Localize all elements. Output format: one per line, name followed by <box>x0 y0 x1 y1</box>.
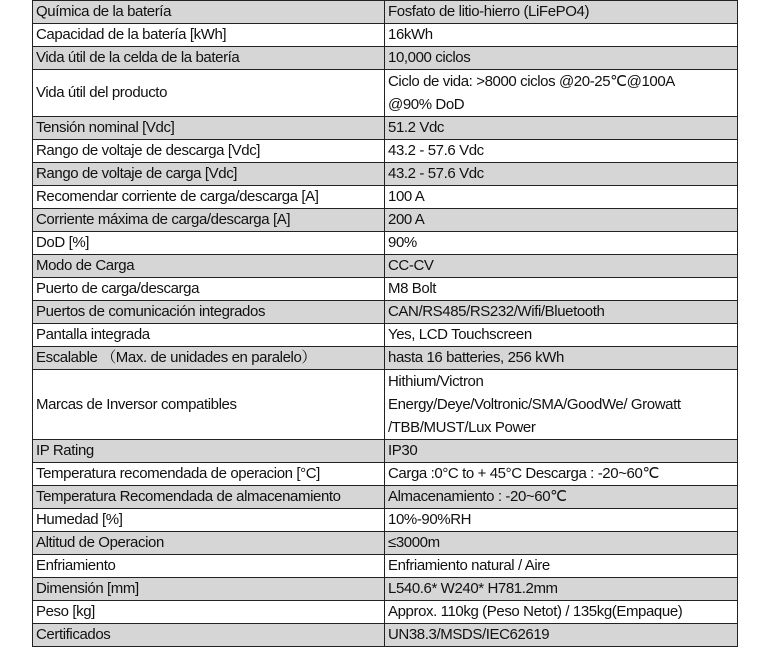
spec-value: Fosfato de litio-hierro (LiFePO4) <box>385 1 738 24</box>
table-row <box>33 255 738 278</box>
table-row <box>33 324 738 347</box>
spec-label: Certificados <box>33 624 385 647</box>
table-row <box>33 70 738 117</box>
spec-label: Puerto de carga/descarga <box>33 278 385 301</box>
spec-value-line: /TBB/MUST/Lux Power <box>388 419 536 436</box>
table-row <box>33 24 738 47</box>
spec-value: 43.2 - 57.6 Vdc <box>385 140 738 163</box>
spec-value: 43.2 - 57.6 Vdc <box>385 163 738 186</box>
spec-table <box>32 0 738 647</box>
spec-label: Vida útil de la celda de la batería <box>33 47 385 70</box>
table-row <box>33 555 738 578</box>
spec-label: Temperatura recomendada de operacion [°C] <box>33 463 385 486</box>
spec-label: Escalable （Max. de unidades en paralelo） <box>33 347 385 370</box>
table-row <box>33 624 738 647</box>
spec-value: CAN/RS485/RS232/Wifi/Bluetooth <box>385 301 738 324</box>
spec-value: 90% <box>385 232 738 255</box>
spec-value: Almacenamiento : -20~60℃ <box>385 486 738 509</box>
table-row <box>33 532 738 555</box>
spec-label: DoD [%] <box>33 232 385 255</box>
spec-label: Recomendar corriente de carga/descarga [A] <box>33 186 385 209</box>
spec-value: IP30 <box>385 440 738 463</box>
spec-value: 200 A <box>385 209 738 232</box>
spec-value: 16kWh <box>385 24 738 47</box>
table-row <box>33 370 738 440</box>
spec-value: CC-CV <box>385 255 738 278</box>
table-row <box>33 301 738 324</box>
spec-value: hasta 16 batteries, 256 kWh <box>385 347 738 370</box>
spec-label: Modo de Carga <box>33 255 385 278</box>
spec-label: Química de la batería <box>33 1 385 24</box>
spec-table-body <box>33 1 738 647</box>
table-row <box>33 278 738 301</box>
table-row <box>33 509 738 532</box>
spec-label: Dimensión [mm] <box>33 578 385 601</box>
table-row <box>33 163 738 186</box>
spec-label: Puertos de comunicación integrados <box>33 301 385 324</box>
spec-value: Yes, LCD Touchscreen <box>385 324 738 347</box>
spec-value <box>385 70 738 117</box>
spec-label: Rango de voltaje de carga [Vdc] <box>33 163 385 186</box>
table-row <box>33 486 738 509</box>
table-row <box>33 440 738 463</box>
table-row <box>33 47 738 70</box>
spec-label: Enfriamiento <box>33 555 385 578</box>
table-row <box>33 186 738 209</box>
spec-label: IP Rating <box>33 440 385 463</box>
table-row <box>33 117 738 140</box>
spec-value: Approx. 110kg (Peso Netot) / 135kg(Empaque) <box>385 601 738 624</box>
spec-label: Altitud de Operacion <box>33 532 385 555</box>
spec-value-line: Hithium/Victron <box>388 373 484 390</box>
spec-label: Rango de voltaje de descarga [Vdc] <box>33 140 385 163</box>
table-row <box>33 347 738 370</box>
spec-value-line: Energy/Deye/Voltronic/SMA/GoodWe/ Growatt <box>388 396 681 413</box>
spec-label: Humedad [%] <box>33 509 385 532</box>
spec-value: L540.6* W240* H781.2mm <box>385 578 738 601</box>
spec-label: Capacidad de la batería [kWh] <box>33 24 385 47</box>
table-row <box>33 463 738 486</box>
table-row <box>33 578 738 601</box>
spec-label: Marcas de Inversor compatibles <box>33 370 385 440</box>
table-row <box>33 1 738 24</box>
spec-value: M8 Bolt <box>385 278 738 301</box>
table-row <box>33 601 738 624</box>
table-row <box>33 140 738 163</box>
table-row <box>33 209 738 232</box>
spec-label: Tensión nominal [Vdc] <box>33 117 385 140</box>
spec-value: 10%-90%RH <box>385 509 738 532</box>
spec-value: Enfriamiento natural / Aire <box>385 555 738 578</box>
spec-value: 51.2 Vdc <box>385 117 738 140</box>
spec-label: Vida útil del producto <box>33 70 385 117</box>
spec-value <box>385 370 738 440</box>
spec-value-line: @90% DoD <box>388 96 465 113</box>
table-row <box>33 232 738 255</box>
spec-value-line: Ciclo de vida: >8000 ciclos @20-25℃@100A <box>388 73 675 90</box>
spec-label: Corriente máxima de carga/descarga [A] <box>33 209 385 232</box>
spec-value: UN38.3/MSDS/IEC62619 <box>385 624 738 647</box>
spec-value: ≤3000m <box>385 532 738 555</box>
spec-value: 100 A <box>385 186 738 209</box>
spec-value: Carga :0°C to + 45°C Descarga : -20~60℃ <box>385 463 738 486</box>
spec-label: Peso [kg] <box>33 601 385 624</box>
spec-label: Pantalla integrada <box>33 324 385 347</box>
spec-value: 10,000 ciclos <box>385 47 738 70</box>
spec-label: Temperatura Recomendada de almacenamiento <box>33 486 385 509</box>
